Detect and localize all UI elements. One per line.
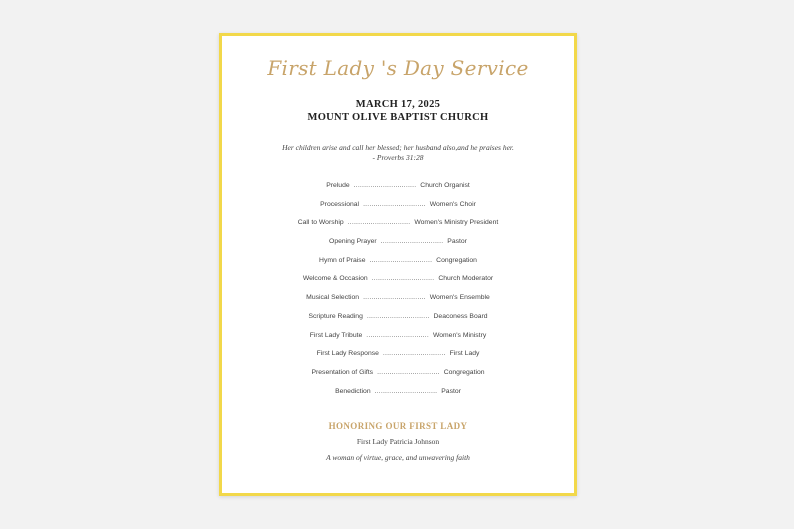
program-item	[222, 294, 574, 313]
program-leader: Church Organist	[420, 182, 470, 189]
service-date: MARCH 17, 2025	[355, 99, 441, 110]
leader-dots: ..............................	[377, 368, 440, 376]
leader-dots: ..............................	[374, 387, 438, 395]
verse-text: Her children arise and call her blessed; her husband also,and he praises her.	[282, 143, 514, 152]
program-part: Opening Prayer	[329, 238, 377, 246]
program-item	[222, 257, 574, 276]
program-item	[222, 350, 574, 369]
program-leader: Pastor	[447, 238, 467, 246]
church-name: MOUNT OLIVE BAPTIST CHURCH	[307, 112, 489, 123]
program-leader: Congregation	[443, 368, 485, 376]
honoree-tagline: A woman of virtue, grace, and unwavering faith	[326, 453, 470, 462]
honor-heading: HONORING OUR FIRST LADY	[328, 421, 468, 431]
leader-dots: ..............................	[371, 275, 435, 283]
program-part: Prelude	[326, 182, 350, 189]
leader-dots: ..............................	[366, 331, 429, 339]
program-item	[222, 182, 574, 201]
program-leader: Women's Ministry	[432, 331, 487, 339]
program-leader: Congregation	[436, 256, 477, 264]
program-leader: Women's Choir	[429, 200, 476, 208]
program-item	[222, 388, 574, 407]
leader-dots: ..............................	[369, 256, 433, 264]
program-item	[222, 369, 574, 388]
leader-dots: ..............................	[382, 350, 446, 358]
program-item	[222, 332, 574, 351]
program-item	[222, 275, 574, 294]
program-item	[222, 238, 574, 257]
program-leader: Pastor	[441, 387, 461, 395]
program-leader: First Lady	[449, 350, 480, 358]
program-item	[222, 201, 574, 220]
leader-dots: ..............................	[363, 294, 426, 302]
program-item	[222, 219, 574, 238]
program-part: Presentation of Gifts	[311, 368, 374, 376]
program-leader: Deaconess Board	[433, 312, 488, 320]
program-page	[219, 33, 577, 496]
scripture-verse	[222, 143, 574, 163]
leader-dots: ..............................	[353, 182, 417, 189]
program-item	[222, 313, 574, 332]
program-part: Benediction	[335, 387, 371, 395]
program-part: Musical Selection	[306, 294, 360, 302]
verse-reference: - Proverbs 31:28	[372, 153, 424, 162]
leader-dots: ..............................	[380, 238, 444, 246]
program-leader: Women's Ensemble	[429, 294, 490, 302]
program-part: First Lady Tribute	[309, 331, 363, 339]
service-title: First Lady 's Day Service	[267, 56, 529, 80]
program-part: Call to Worship	[297, 219, 344, 227]
program-part: First Lady Response	[316, 350, 379, 358]
program-leader: Women's Ministry President	[414, 219, 499, 227]
program-part: Hymn of Praise	[319, 256, 366, 264]
leader-dots: ..............................	[363, 200, 426, 208]
honoree-name: First Lady Patricia Johnson	[356, 437, 440, 446]
program-part: Scripture Reading	[308, 312, 363, 320]
leader-dots: ..............................	[347, 219, 411, 227]
order-of-service	[222, 182, 574, 406]
program-leader: Church Moderator	[438, 275, 494, 283]
leader-dots: ..............................	[366, 312, 430, 320]
program-part: Welcome & Occasion	[302, 275, 368, 283]
program-part: Processional	[320, 200, 360, 208]
